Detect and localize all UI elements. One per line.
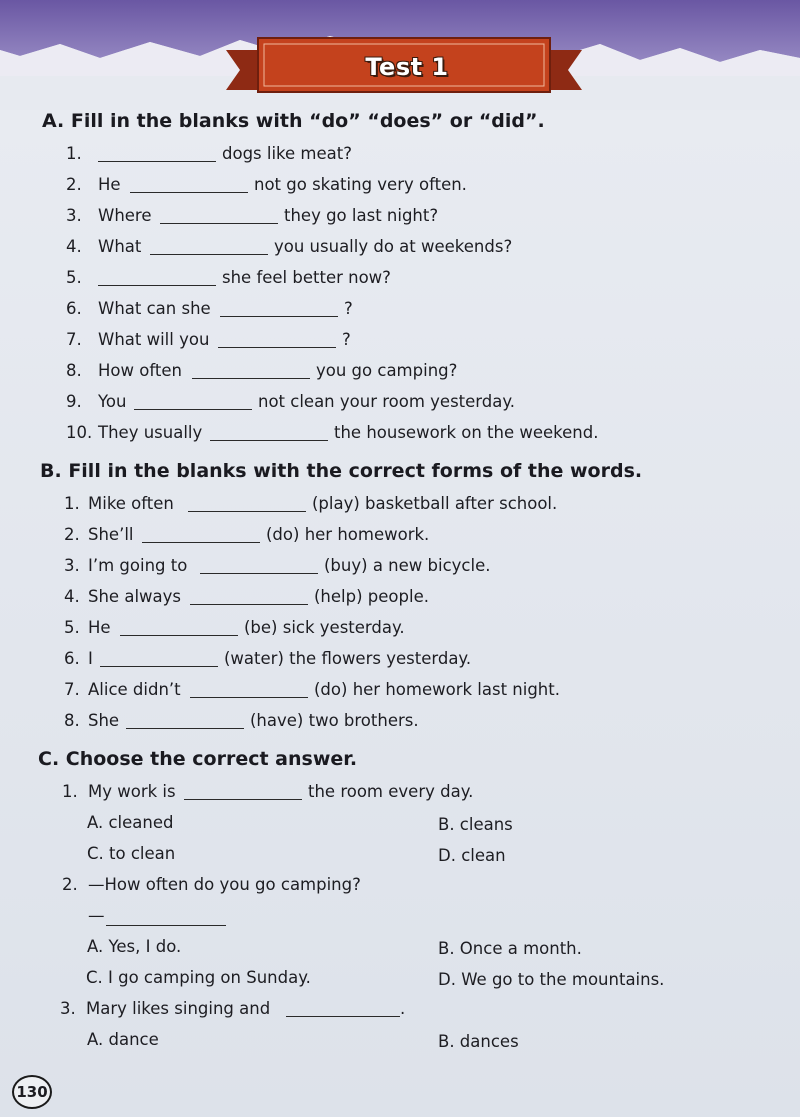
section-b-title: B. Fill in the blanks with the correct forms of the words. xyxy=(40,460,643,482)
question-text-after: not clean your room yesterday. xyxy=(258,392,516,411)
question-text-before: Alice didn’t xyxy=(88,680,181,699)
option-b[interactable]: B. Once a month. xyxy=(438,939,582,958)
question-item xyxy=(66,421,626,445)
question-number: 5. xyxy=(66,268,82,287)
question-text-after: (help) people. xyxy=(314,587,429,606)
question-item xyxy=(66,142,626,166)
question-text-before: You xyxy=(98,392,127,411)
answer-blank[interactable] xyxy=(100,666,218,667)
option-a[interactable]: A. cleaned xyxy=(87,813,174,832)
question-number: 1. xyxy=(64,494,80,513)
answer-blank[interactable] xyxy=(98,285,216,286)
question-number: 2. xyxy=(66,175,82,194)
question-item xyxy=(64,678,624,702)
answer-blank[interactable] xyxy=(120,635,238,636)
question-text-before: My work is xyxy=(88,782,176,801)
question-item xyxy=(66,328,626,352)
question-number: 7. xyxy=(64,680,80,699)
question-item xyxy=(64,647,624,671)
question-text-before: I’m going to xyxy=(88,556,188,575)
option-b[interactable]: B. dances xyxy=(438,1032,519,1051)
section-a-title: A. Fill in the blanks with “do” “does” or “did”. xyxy=(42,110,545,132)
question-text-after: not go skating very often. xyxy=(254,175,467,194)
question-number: 5. xyxy=(64,618,80,637)
question-item xyxy=(64,554,624,578)
page-number-badge: 130 xyxy=(12,1075,52,1109)
question-text-after: dogs like meat? xyxy=(222,144,352,163)
page-title: Test 1 xyxy=(365,53,449,81)
question-c2 xyxy=(62,873,482,897)
answer-blank[interactable] xyxy=(192,378,310,379)
question-item xyxy=(64,616,624,640)
option-b[interactable]: B. cleans xyxy=(438,815,513,834)
question-text-before: What xyxy=(98,237,142,256)
question-text-after: the housework on the weekend. xyxy=(334,423,599,442)
answer-blank[interactable] xyxy=(134,409,252,410)
question-item xyxy=(64,709,624,733)
question-number: 8. xyxy=(66,361,82,380)
question-item xyxy=(64,523,624,547)
question-item xyxy=(66,297,626,321)
answer-blank[interactable] xyxy=(106,925,226,926)
question-text-before: She’ll xyxy=(88,525,134,544)
question-item xyxy=(64,492,624,516)
question-text-before: I xyxy=(88,649,93,668)
question-text-after: she feel better now? xyxy=(222,268,391,287)
section-c-title: C. Choose the correct answer. xyxy=(38,748,358,770)
question-number: 2. xyxy=(62,875,78,894)
question-text-before: She xyxy=(88,711,120,730)
question-text-before: She always xyxy=(88,587,181,606)
question-text-before: Mike often xyxy=(88,494,174,513)
question-text-after: they go last night? xyxy=(284,206,439,225)
option-d[interactable]: D. We go to the mountains. xyxy=(438,970,665,989)
option-a[interactable]: A. Yes, I do. xyxy=(87,937,182,956)
question-number: 4. xyxy=(64,587,80,606)
question-text-before: He xyxy=(98,175,121,194)
question-text-before: What can she xyxy=(98,299,211,318)
question-item xyxy=(66,204,626,228)
answer-blank[interactable] xyxy=(126,728,244,729)
question-text-before: Mary likes singing and xyxy=(86,999,271,1018)
question-text-after: . xyxy=(400,999,406,1018)
question-text-before: What will you xyxy=(98,330,210,349)
question-text-after: (play) basketball after school. xyxy=(312,494,558,513)
answer-blank[interactable] xyxy=(190,604,308,605)
question-text-after: (do) her homework. xyxy=(266,525,430,544)
question-item xyxy=(66,266,626,290)
question-number: 3. xyxy=(64,556,80,575)
question-number: 2. xyxy=(64,525,80,544)
answer-blank[interactable] xyxy=(210,440,328,441)
question-number: 1. xyxy=(62,782,78,801)
question-text-after: (buy) a new bicycle. xyxy=(324,556,491,575)
question-text-before: They usually xyxy=(98,423,203,442)
answer-blank[interactable] xyxy=(286,1016,400,1017)
answer-blank[interactable] xyxy=(150,254,268,255)
answer-blank[interactable] xyxy=(190,697,308,698)
question-c1 xyxy=(62,780,482,804)
answer-blank[interactable] xyxy=(184,799,302,800)
question-text-after: (be) sick yesterday. xyxy=(244,618,405,637)
question-item xyxy=(66,235,626,259)
question-text-before: He xyxy=(88,618,111,637)
question-text-after: ? xyxy=(342,330,351,349)
question-number: 9. xyxy=(66,392,82,411)
question-number: 6. xyxy=(66,299,82,318)
question-text-after: you go camping? xyxy=(316,361,458,380)
answer-blank[interactable] xyxy=(218,347,336,348)
question-number: 6. xyxy=(64,649,80,668)
option-c[interactable]: C. I go camping on Sunday. xyxy=(86,968,311,987)
question-number: 3. xyxy=(60,999,76,1018)
answer-blank[interactable] xyxy=(98,161,216,162)
answer-blank[interactable] xyxy=(200,573,318,574)
question-c3 xyxy=(60,997,420,1021)
question-text-after: (water) the flowers yesterday. xyxy=(224,649,472,668)
question-number: 4. xyxy=(66,237,82,256)
option-c[interactable]: C. to clean xyxy=(87,844,176,863)
question-item xyxy=(64,585,624,609)
question-text-after: (have) two brothers. xyxy=(250,711,419,730)
question-number: 3. xyxy=(66,206,82,225)
answer-blank[interactable] xyxy=(188,511,306,512)
question-item xyxy=(66,359,626,383)
question-number: 1. xyxy=(66,144,82,163)
question-number: 10. xyxy=(66,423,93,442)
question-text-before: Where xyxy=(98,206,152,225)
answer-blank[interactable] xyxy=(130,192,248,193)
answer-blank[interactable] xyxy=(160,223,278,224)
option-a[interactable]: A. dance xyxy=(87,1030,159,1049)
question-text-after: ? xyxy=(344,299,353,318)
dash: — xyxy=(88,906,105,925)
answer-blank[interactable] xyxy=(220,316,338,317)
answer-blank[interactable] xyxy=(142,542,260,543)
question-text-after: (do) her homework last night. xyxy=(314,680,560,699)
question-text-before: How often xyxy=(98,361,182,380)
question-text-after: you usually do at weekends? xyxy=(274,237,513,256)
option-d[interactable]: D. clean xyxy=(438,846,506,865)
question-number: 8. xyxy=(64,711,80,730)
question-item xyxy=(66,173,626,197)
answer-line-c2 xyxy=(88,904,248,928)
question-text-after: the room every day. xyxy=(308,782,474,801)
question-item xyxy=(66,390,626,414)
question-number: 7. xyxy=(66,330,82,349)
question-text: —How often do you go camping? xyxy=(88,875,361,894)
